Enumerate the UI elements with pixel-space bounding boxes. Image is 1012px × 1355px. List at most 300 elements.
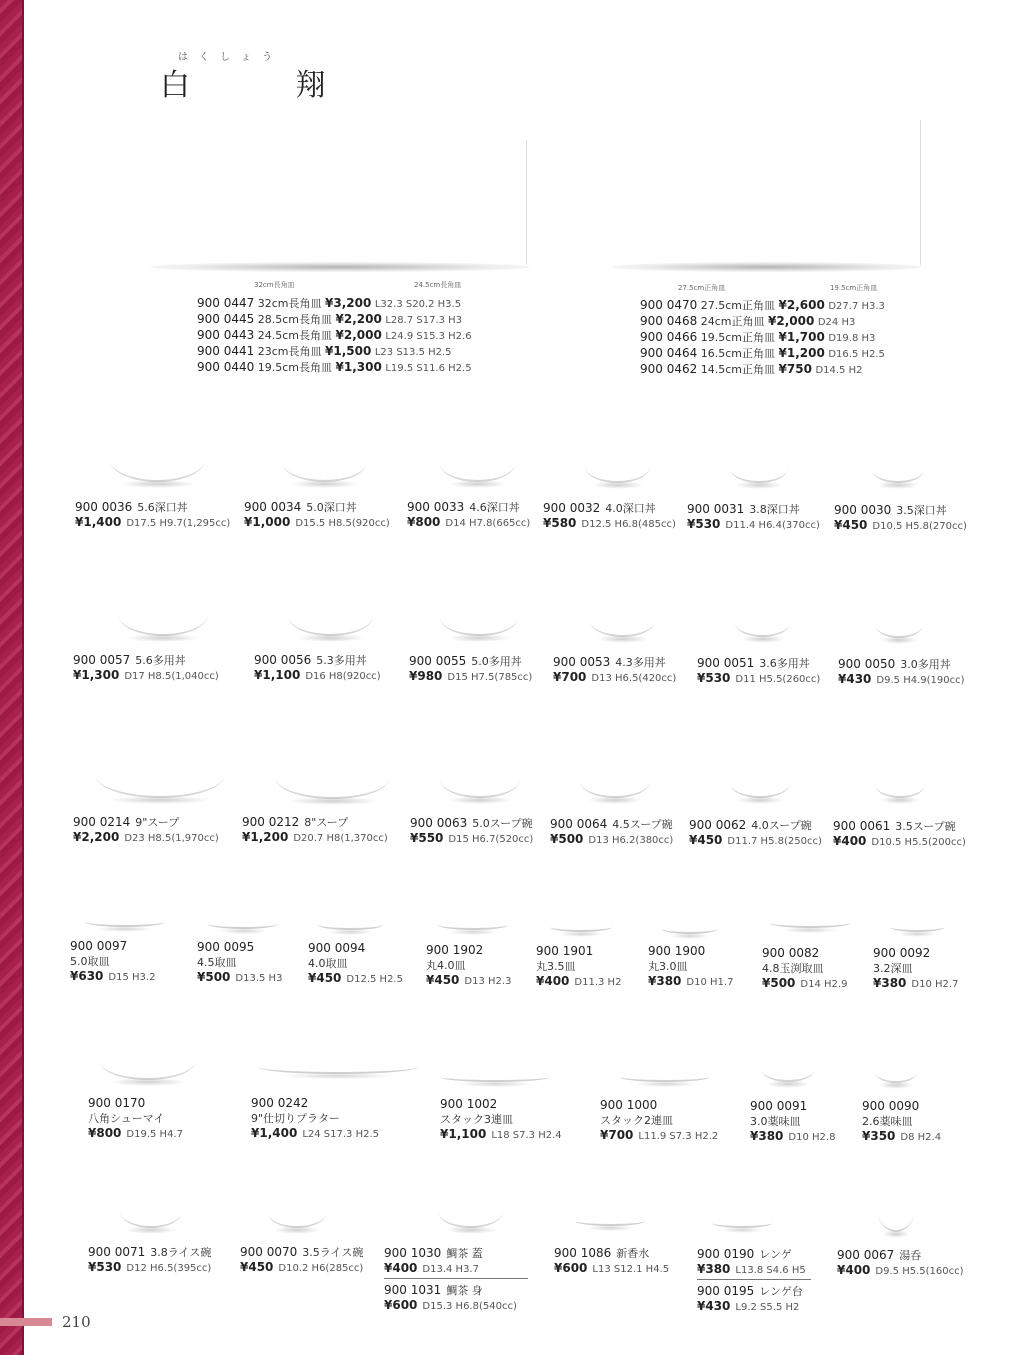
product-price: ¥1,700 xyxy=(778,330,825,344)
product-entry xyxy=(409,654,532,685)
product-entry xyxy=(648,944,733,990)
spec-row xyxy=(197,312,472,328)
bowl-image xyxy=(268,1210,326,1228)
product-entry xyxy=(697,1247,806,1278)
product-name: 4.0深口丼 xyxy=(605,502,656,515)
bowl-image xyxy=(100,1058,195,1080)
product-name: 新香水 xyxy=(616,1247,650,1260)
title-ruby: はくしょう xyxy=(178,52,283,63)
decorative-sidebar xyxy=(0,0,24,1355)
product-price: ¥3,200 xyxy=(325,296,372,310)
product-code: 900 0091 xyxy=(750,1099,808,1113)
product-code: 900 0064 xyxy=(550,817,608,831)
bowl-image xyxy=(275,773,390,799)
product-code: 900 0214 xyxy=(73,815,131,829)
product-code: 900 0031 xyxy=(687,502,745,516)
product-entry xyxy=(440,1097,562,1143)
product-price: ¥1,200 xyxy=(242,830,289,844)
product-entry xyxy=(426,943,511,989)
product-name: 23cm長角皿 xyxy=(257,345,322,358)
product-price: ¥380 xyxy=(750,1129,784,1143)
product-entry xyxy=(697,656,820,687)
product-code: 900 0036 xyxy=(75,500,133,514)
footer-bar xyxy=(0,1318,52,1326)
bowl-image xyxy=(585,463,650,483)
product-code: 900 0441 xyxy=(197,344,255,358)
product-entry xyxy=(834,503,967,534)
product-entry xyxy=(88,1096,183,1142)
product-price: ¥2,000 xyxy=(768,314,815,328)
product-code: 900 0190 xyxy=(697,1247,755,1261)
product-entry xyxy=(384,1283,517,1314)
product-price: ¥450 xyxy=(689,833,723,847)
product-name: 9"スープ xyxy=(135,816,180,829)
product-code: 900 0212 xyxy=(242,815,300,829)
product-code: 900 0032 xyxy=(543,501,601,515)
image-label: 19.5cm正角皿 xyxy=(830,284,878,292)
product-name: 丸4.0皿 xyxy=(426,959,466,972)
product-code: 900 0071 xyxy=(88,1245,146,1259)
product-code: 900 1900 xyxy=(648,944,706,958)
product-name: 丸3.0皿 xyxy=(648,960,688,973)
product-dimensions: D15 H7.5(785cc) xyxy=(447,672,533,683)
product-dimensions: D10.5 H5.8(270cc) xyxy=(872,521,967,532)
product-name: 4.5スープ碗 xyxy=(612,818,673,831)
product-code: 900 0095 xyxy=(197,940,255,954)
product-code: 900 1031 xyxy=(384,1283,442,1297)
plate-image xyxy=(85,917,165,927)
product-code: 900 0030 xyxy=(834,503,892,517)
product-code: 900 0445 xyxy=(197,312,255,326)
product-price: ¥1,400 xyxy=(251,1126,298,1140)
product-dimensions: D10 H1.7 xyxy=(686,977,734,988)
plate-image xyxy=(318,920,383,930)
product-dimensions: L18 S7.3 H2.4 xyxy=(491,1130,562,1141)
product-dimensions: D24 H3 xyxy=(817,317,856,328)
product-dimensions: D10.5 H5.5(200cc) xyxy=(871,837,966,848)
plate-image xyxy=(770,918,850,928)
product-price: ¥380 xyxy=(873,976,907,990)
product-name: 28.5cm長角皿 xyxy=(257,313,333,326)
spec-row xyxy=(197,344,472,360)
product-name: 4.6深口丼 xyxy=(469,501,520,514)
product-price: ¥400 xyxy=(384,1261,418,1275)
product-entry xyxy=(251,1096,379,1142)
product-name: レンゲ台 xyxy=(759,1285,803,1298)
bowl-image xyxy=(878,1208,914,1232)
product-entry xyxy=(873,946,958,992)
product-dimensions: D12 H6.5(395cc) xyxy=(126,1263,212,1274)
product-name: レンゲ xyxy=(759,1248,792,1261)
bowl-image xyxy=(580,778,650,798)
product-dimensions: L13.8 S4.6 H5 xyxy=(735,1265,806,1276)
product-entry xyxy=(70,939,155,985)
product-name: 5.6多用丼 xyxy=(135,654,186,667)
product-name: 5.0多用丼 xyxy=(471,655,522,668)
product-name: 3.0薬味皿 xyxy=(750,1115,801,1128)
product-dimensions: D11 H5.5(260cc) xyxy=(735,674,821,685)
product-dimensions: D16.5 H2.5 xyxy=(828,349,885,360)
square-plate-image-edge xyxy=(920,120,921,265)
product-entry xyxy=(254,653,381,684)
product-price: ¥700 xyxy=(600,1128,634,1142)
product-dimensions: D14 H7.8(665cc) xyxy=(445,518,531,529)
product-dimensions: D13 H6.5(420cc) xyxy=(591,673,677,684)
product-name: 16.5cm正角皿 xyxy=(700,347,776,360)
product-price: ¥530 xyxy=(687,517,721,531)
bowl-image xyxy=(872,467,924,483)
product-name: 5.3多用丼 xyxy=(316,654,367,667)
product-name: 2.6薬味皿 xyxy=(862,1115,913,1128)
product-name: 9"仕切りプラター xyxy=(251,1112,340,1125)
product-entry xyxy=(407,500,530,531)
product-price: ¥1,200 xyxy=(778,346,825,360)
product-dimensions: D19.8 H3 xyxy=(828,333,876,344)
product-entry xyxy=(862,1099,941,1145)
product-dimensions: D12.5 H2.5 xyxy=(346,974,403,985)
product-price: ¥450 xyxy=(308,971,342,985)
product-name: 4.3多用丼 xyxy=(615,656,666,669)
product-entry xyxy=(244,500,390,531)
product-price: ¥530 xyxy=(88,1260,122,1274)
image-label: 24.5cm長角皿 xyxy=(414,281,462,289)
product-name: 3.0多用丼 xyxy=(900,658,951,671)
spec-row xyxy=(640,346,885,362)
product-price: ¥1,300 xyxy=(335,360,382,374)
product-code: 900 0057 xyxy=(73,653,131,667)
product-code: 900 0447 xyxy=(197,296,255,310)
product-entry xyxy=(240,1245,363,1276)
product-name: 14.5cm正角皿 xyxy=(700,363,776,376)
product-price: ¥500 xyxy=(197,970,231,984)
product-name: 鯛茶 蓋 xyxy=(446,1247,483,1260)
product-dimensions: D17.5 H9.7(1,295cc) xyxy=(126,518,231,529)
product-dimensions: L23 S13.5 H2.5 xyxy=(374,347,452,358)
product-price: ¥2,200 xyxy=(335,312,382,326)
page-title: 白 翔 xyxy=(160,68,374,103)
product-price: ¥380 xyxy=(648,974,682,988)
product-price: ¥580 xyxy=(543,516,577,530)
product-price: ¥550 xyxy=(410,831,444,845)
product-dimensions: L32.3 S20.2 H3.5 xyxy=(374,299,462,310)
plate-image xyxy=(438,920,508,930)
product-dimensions: D9.5 H5.5(160cc) xyxy=(875,1266,964,1277)
product-price: ¥380 xyxy=(697,1262,731,1276)
product-code: 900 0468 xyxy=(640,314,698,328)
square-plate-spec-list xyxy=(640,298,885,378)
bowl-image xyxy=(288,612,373,636)
spec-row xyxy=(197,296,472,312)
plate-image xyxy=(208,919,278,929)
bowl-image xyxy=(110,455,205,482)
product-entry xyxy=(553,655,676,686)
square-plate-image-shadow xyxy=(612,262,922,272)
product-dimensions: D15 H6.7(520cc) xyxy=(448,834,534,845)
product-dimensions: D10.2 H6(285cc) xyxy=(278,1263,364,1274)
product-name: 19.5cm長角皿 xyxy=(257,361,333,374)
product-code: 900 1901 xyxy=(536,944,594,958)
plate-image xyxy=(440,1072,550,1082)
product-dimensions: D16 H8(920cc) xyxy=(305,671,381,682)
product-dimensions: D14 H2.9 xyxy=(800,979,848,990)
rect-plate-spec-list xyxy=(197,296,472,376)
product-dimensions: D9.5 H4.9(190cc) xyxy=(876,675,965,686)
product-code: 900 0063 xyxy=(410,816,468,830)
product-name: 丸3.5皿 xyxy=(536,960,576,973)
spec-row xyxy=(640,362,885,378)
product-entry xyxy=(242,815,388,846)
rect-plate-image-shadow xyxy=(150,262,530,272)
product-price: ¥1,100 xyxy=(254,668,301,682)
product-code: 900 0097 xyxy=(70,939,128,953)
product-name: 5.0スープ碗 xyxy=(472,817,533,830)
rect-plate-image-edge xyxy=(526,140,527,265)
product-code: 900 0067 xyxy=(837,1248,895,1262)
product-entry xyxy=(197,940,282,986)
spec-row xyxy=(197,360,472,376)
page-number: 210 xyxy=(62,1313,91,1331)
product-dimensions: D11.3 H2 xyxy=(574,977,622,988)
product-code: 900 0051 xyxy=(697,656,755,670)
plate-image xyxy=(575,1216,645,1226)
product-code: 900 0470 xyxy=(640,298,698,312)
product-price: ¥1,400 xyxy=(75,515,122,529)
product-name: 3.8深口丼 xyxy=(749,503,800,516)
product-code: 900 0053 xyxy=(553,655,611,669)
product-entry xyxy=(697,1284,803,1315)
product-price: ¥450 xyxy=(240,1260,274,1274)
product-name: 4.0取皿 xyxy=(308,957,348,970)
product-name: 湯呑 xyxy=(899,1249,922,1262)
product-price: ¥1,300 xyxy=(73,668,120,682)
bowl-image xyxy=(118,610,208,636)
product-name: スタック2連皿 xyxy=(600,1114,673,1127)
product-code: 900 0462 xyxy=(640,362,698,376)
product-price: ¥400 xyxy=(536,974,570,988)
product-code: 900 0055 xyxy=(409,654,467,668)
product-name: 4.8玉渕取皿 xyxy=(762,962,824,975)
product-dimensions: D13.4 H3.7 xyxy=(422,1264,479,1275)
product-dimensions: D8 H2.4 xyxy=(900,1132,942,1143)
product-name: 24cm正角皿 xyxy=(700,315,765,328)
product-name: 27.5cm正角皿 xyxy=(700,299,776,312)
divider xyxy=(697,1279,811,1280)
plate-image xyxy=(712,1218,772,1228)
product-dimensions: D11.4 H6.4(370cc) xyxy=(725,520,820,531)
bowl-image xyxy=(875,782,925,798)
product-dimensions: D17 H8.5(1,040cc) xyxy=(124,671,219,682)
product-entry xyxy=(550,817,673,848)
product-entry xyxy=(88,1245,211,1276)
product-name: 八角シューマイ xyxy=(88,1112,165,1125)
product-name: 8"スープ xyxy=(304,816,349,829)
product-price: ¥2,200 xyxy=(73,830,120,844)
product-dimensions: L28.7 S17.3 H3 xyxy=(385,315,463,326)
product-dimensions: D11.7 H5.8(250cc) xyxy=(727,836,822,847)
product-code: 900 0033 xyxy=(407,500,465,514)
product-entry xyxy=(543,501,676,532)
bowl-image xyxy=(440,776,520,798)
product-code: 900 0050 xyxy=(838,657,896,671)
product-price: ¥350 xyxy=(862,1129,896,1143)
product-code: 900 0056 xyxy=(254,653,312,667)
product-price: ¥2,600 xyxy=(778,298,825,312)
product-price: ¥450 xyxy=(834,518,868,532)
product-entry xyxy=(687,502,820,533)
product-price: ¥1,500 xyxy=(325,344,372,358)
product-dimensions: D13 H2.3 xyxy=(464,976,512,987)
plate-image xyxy=(620,1072,710,1082)
product-code: 900 0092 xyxy=(873,946,931,960)
product-dimensions: L11.9 S7.3 H2.2 xyxy=(638,1131,719,1142)
product-entry xyxy=(600,1098,718,1144)
divider xyxy=(384,1278,528,1279)
product-dimensions: D13.5 H3 xyxy=(235,973,283,984)
spec-row xyxy=(640,298,885,314)
product-dimensions: D13 H6.2(380cc) xyxy=(588,835,674,846)
product-dimensions: D23 H8.5(1,970cc) xyxy=(124,833,219,844)
product-entry xyxy=(384,1246,483,1277)
bowl-image xyxy=(735,620,790,637)
plate-image xyxy=(550,922,612,932)
bowl-image xyxy=(762,1068,814,1082)
product-entry xyxy=(410,816,533,847)
product-name: 5.0取皿 xyxy=(70,955,110,968)
product-name: 4.5取皿 xyxy=(197,956,237,969)
spec-row xyxy=(197,328,472,344)
plate-image xyxy=(258,1060,418,1074)
product-entry xyxy=(837,1248,964,1279)
product-name: 3.5スープ碗 xyxy=(895,820,956,833)
product-code: 900 0034 xyxy=(244,500,302,514)
bowl-image xyxy=(875,1070,917,1083)
product-name: 19.5cm正角皿 xyxy=(700,331,776,344)
bowl-image xyxy=(730,465,788,483)
product-name: 3.6多用丼 xyxy=(759,657,810,670)
image-label: 27.5cm正角皿 xyxy=(678,284,726,292)
plate-image xyxy=(662,924,717,934)
product-code: 900 0062 xyxy=(689,818,747,832)
product-code: 900 0061 xyxy=(833,819,891,833)
product-code: 900 1902 xyxy=(426,943,484,957)
product-code: 900 1086 xyxy=(554,1246,612,1260)
product-code: 900 0170 xyxy=(88,1096,146,1110)
bowl-image xyxy=(730,780,790,798)
product-code: 900 0195 xyxy=(697,1284,755,1298)
product-code: 900 1030 xyxy=(384,1246,442,1260)
product-price: ¥450 xyxy=(426,973,460,987)
product-code: 900 0466 xyxy=(640,330,698,344)
product-code: 900 0090 xyxy=(862,1099,920,1113)
product-entry xyxy=(750,1099,835,1145)
product-dimensions: D10 H2.7 xyxy=(911,979,959,990)
product-price: ¥750 xyxy=(778,362,812,376)
product-dimensions: D15.5 H8.5(920cc) xyxy=(295,518,390,529)
spec-row xyxy=(640,314,885,330)
bowl-image xyxy=(440,614,518,636)
product-name: 4.0スープ碗 xyxy=(751,819,812,832)
product-price: ¥980 xyxy=(409,669,443,683)
bowl-image xyxy=(120,1208,182,1228)
bowl-image xyxy=(438,1208,503,1228)
product-name: 3.5ライス碗 xyxy=(302,1246,364,1259)
product-price: ¥2,000 xyxy=(335,328,382,342)
product-dimensions: D27.7 H3.3 xyxy=(828,301,885,312)
bowl-image xyxy=(282,458,367,482)
product-dimensions: D14.5 H2 xyxy=(815,365,863,376)
product-code: 900 0070 xyxy=(240,1245,298,1259)
bowl-image xyxy=(95,770,225,798)
product-dimensions: L9.2 S5.5 H2 xyxy=(735,1302,800,1313)
product-price: ¥630 xyxy=(70,969,104,983)
product-price: ¥430 xyxy=(697,1299,731,1313)
image-label: 32cm長角皿 xyxy=(254,281,295,289)
product-name: 5.6深口丼 xyxy=(137,501,188,514)
bowl-image xyxy=(440,460,515,482)
product-dimensions: D19.5 H4.7 xyxy=(126,1129,183,1140)
product-dimensions: D12.5 H6.8(485cc) xyxy=(581,519,676,530)
product-name: 3.8ライス碗 xyxy=(150,1246,212,1259)
product-price: ¥500 xyxy=(762,976,796,990)
product-entry xyxy=(838,657,965,688)
product-code: 900 0082 xyxy=(762,946,820,960)
product-code: 900 1002 xyxy=(440,1097,498,1111)
product-name: 24.5cm長角皿 xyxy=(257,329,333,342)
product-name: 32cm長角皿 xyxy=(257,297,322,310)
product-price: ¥600 xyxy=(554,1261,588,1275)
product-price: ¥1,100 xyxy=(440,1127,487,1141)
product-price: ¥800 xyxy=(407,515,441,529)
product-entry xyxy=(689,818,822,849)
spec-row xyxy=(640,330,885,346)
product-dimensions: L13 S12.1 H4.5 xyxy=(592,1264,670,1275)
product-price: ¥600 xyxy=(384,1298,418,1312)
product-price: ¥400 xyxy=(837,1263,871,1277)
product-code: 900 1000 xyxy=(600,1098,658,1112)
product-entry xyxy=(536,944,621,990)
product-dimensions: D15.3 H6.8(540cc) xyxy=(422,1301,517,1312)
product-dimensions: D20.7 H8(1,370cc) xyxy=(293,833,388,844)
product-name: 3.5深口丼 xyxy=(896,504,947,517)
product-price: ¥1,000 xyxy=(244,515,291,529)
product-price: ¥500 xyxy=(550,832,584,846)
product-entry xyxy=(554,1246,669,1277)
product-price: ¥700 xyxy=(553,670,587,684)
plate-image xyxy=(890,922,945,932)
bowl-image xyxy=(590,617,655,637)
product-name: 3.2深皿 xyxy=(873,962,913,975)
product-name: 5.0深口丼 xyxy=(306,501,357,514)
product-entry xyxy=(308,941,403,987)
bowl-image xyxy=(875,622,923,638)
product-name: 鯛茶 身 xyxy=(446,1284,483,1297)
product-dimensions: L24 S17.3 H2.5 xyxy=(302,1129,380,1140)
product-entry xyxy=(762,946,847,992)
product-price: ¥800 xyxy=(88,1126,122,1140)
product-dimensions: D10 H2.8 xyxy=(788,1132,836,1143)
product-dimensions: L24.9 S15.3 H2.6 xyxy=(385,331,472,342)
product-code: 900 0440 xyxy=(197,360,255,374)
product-entry xyxy=(833,819,966,850)
product-entry xyxy=(73,653,219,684)
product-code: 900 0443 xyxy=(197,328,255,342)
product-entry xyxy=(73,815,219,846)
product-price: ¥400 xyxy=(833,834,867,848)
product-price: ¥430 xyxy=(838,672,872,686)
product-price: ¥530 xyxy=(697,671,731,685)
product-entry xyxy=(75,500,230,531)
product-name: スタック3連皿 xyxy=(440,1113,513,1126)
